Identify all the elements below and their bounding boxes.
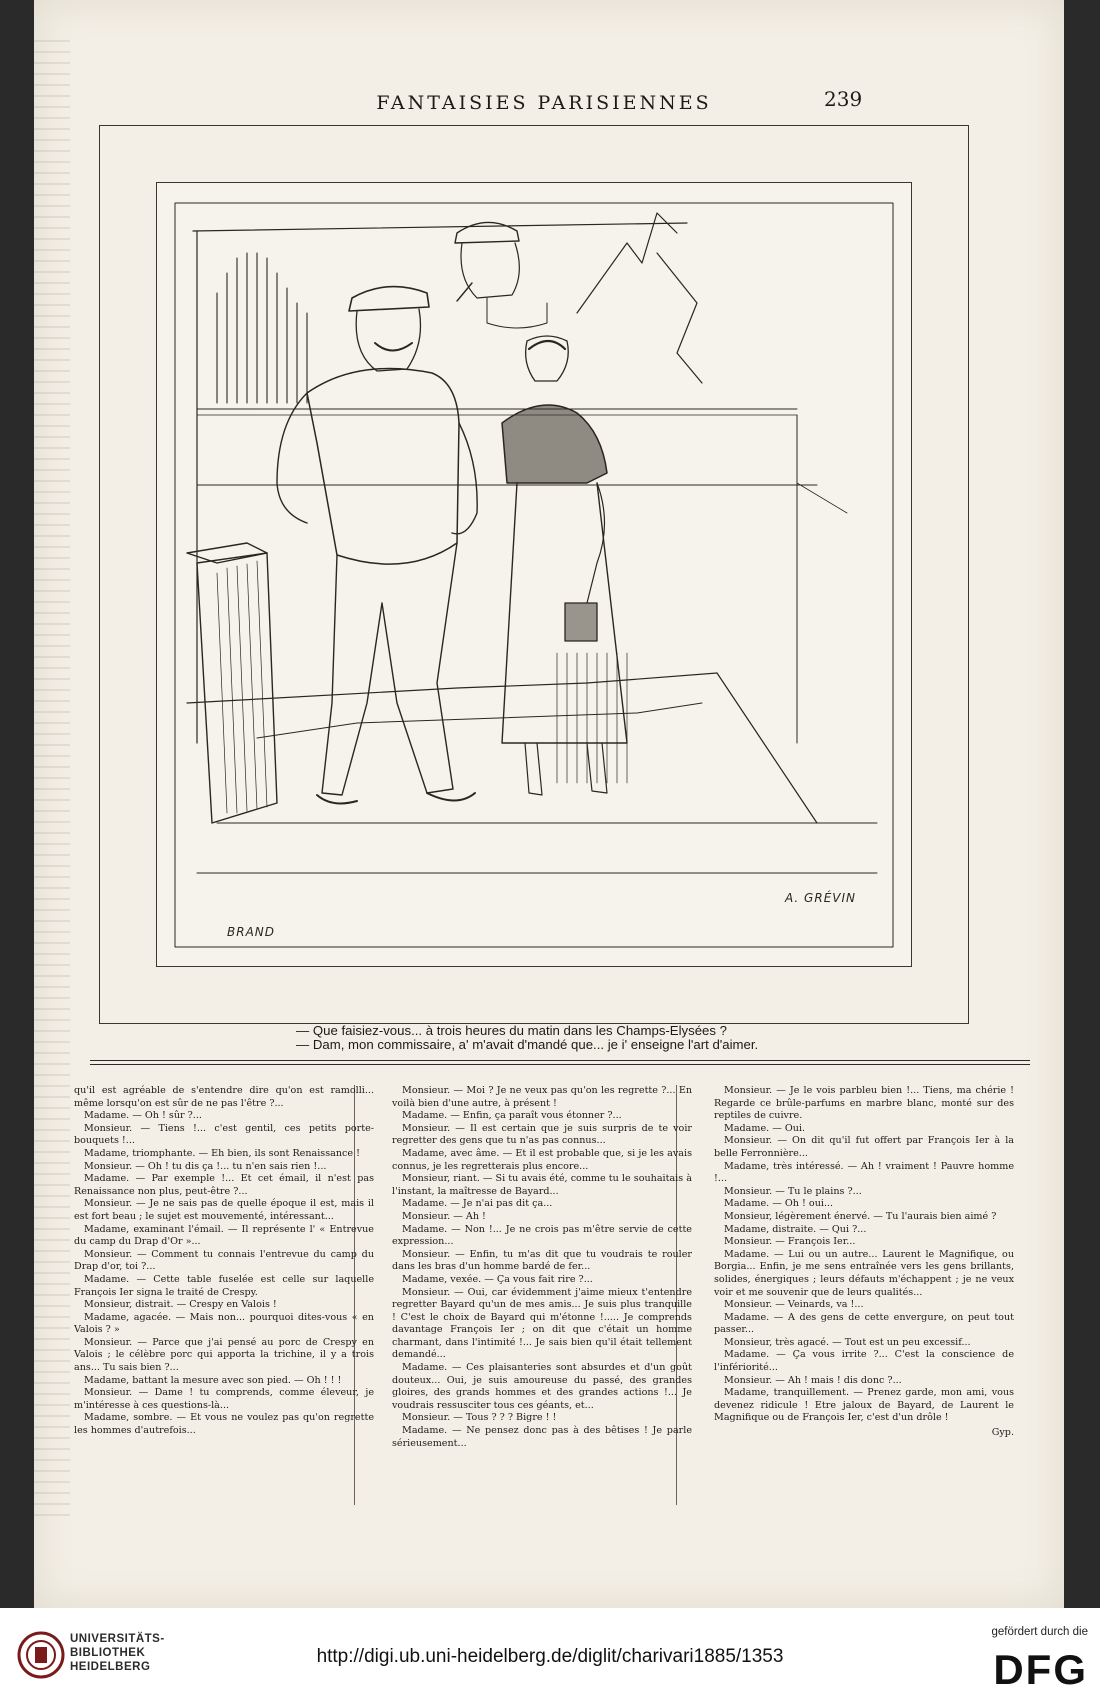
paragraph: Madame, sombre. — Et vous ne voulez pas qu'on regrette les hommes d'autrefois...	[74, 1412, 374, 1437]
scanned-page	[34, 0, 1064, 1608]
paragraph: Monsieur. — Dame ! tu comprends, comme éleveur, je m'intéresse à ces questions-là...	[74, 1387, 374, 1411]
paragraph: Madame. — Je n'ai pas dit ça...	[402, 1198, 553, 1210]
caption-line-question: — Que faisiez-vous... à trois heures du matin dans les Champs-Elysées ?	[296, 1023, 727, 1038]
paragraph: Monsieur. — Il est certain que je suis surpris de te voir regretter des gens que tu n'as pas connus...	[392, 1122, 692, 1147]
paragraph: Monsieur, légèrement énervé. — Tu l'aurais bien aimé ?	[724, 1210, 997, 1222]
institution-name: UNIVERSITÄTS- BIBLIOTHEK HEIDELBERG	[70, 1633, 165, 1673]
paragraph: Madame. — Oui.	[724, 1122, 806, 1134]
paragraph: Monsieur. — Tiens !... c'est gentil, ces petits porte-bouquets !...	[74, 1122, 374, 1147]
paragraph: Monsieur. — Tu le plains ?...	[724, 1185, 862, 1197]
text-columns	[74, 1085, 1034, 1505]
paragraph: Madame. — Oh ! sûr ?...	[84, 1110, 202, 1122]
paragraph: Madame. — Ces plaisanteries sont absurdes et d'un goût douteux... Oui, je suis amoureuse du passé, des grandes gloires, des grands hommes et des grandes actions !... Je voudrais ressusciter tous ces géants, et...	[392, 1362, 692, 1411]
illustration-frame	[156, 182, 912, 967]
dfg-logo: DFG	[993, 1646, 1088, 1693]
caption-line-answer: — Dam, mon commissaire, a' m'avait d'mandé que... je i' enseigne l'art d'aimer.	[296, 1037, 759, 1052]
paragraph: Madame, vexée. — Ça vous fait rire ?...	[402, 1273, 593, 1285]
paragraph: Monsieur, très agacé. — Tout est un peu excessif...	[724, 1336, 971, 1348]
paragraph: Monsieur. — Oui, car évidemment j'aime mieux t'entendre regretter Bayard qu'un de mes amis... Je suis plus tranquille ! C'est le choix de Bayard qui m'étonne !..... Je comprends davantage François Ier ; on dit que c'était un homme charmant, dans l'intimité !... Je sais bien qu'il était tellement demandé...	[392, 1286, 692, 1361]
paragraph: Madame, tranquillement. — Prenez garde, mon ami, vous devenez ridicule ! Etre jaloux de Bayard, de Laurent le Magnifique ou de François Ier, c'est d'un drôle !	[714, 1387, 1014, 1424]
author-signature: Gyp.	[991, 1427, 1014, 1439]
paragraph: Monsieur, distrait. — Crespy en Valois !	[84, 1299, 277, 1311]
funding-caption: gefördert durch die	[991, 1626, 1088, 1638]
paragraph: Madame. — A des gens de cette envergure, on peut tout passer...	[714, 1311, 1014, 1336]
engraver-signature: BRAND	[227, 925, 275, 939]
paragraph: Madame, agacée. — Mais non... pourquoi dites-vous « en Valois ? »	[74, 1311, 374, 1336]
text-column-3	[714, 1085, 1014, 1440]
top-divider-rule-second	[90, 1064, 1030, 1065]
paragraph: Monsieur. — Moi ? Je ne veux pas qu'on les regrette ?... En voilà bien d'une autre, à présent !	[392, 1085, 692, 1109]
paragraph: Monsieur. — Je le vois parbleu bien !... Tiens, ma chérie ! Regarde ce brûle-parfums en marbre blanc, monté sur des reptiles de cuivre.	[714, 1085, 1014, 1122]
paragraph: Madame. — Cette table fuselée est celle sur laquelle François Ier signa le traité de Crespy.	[74, 1273, 374, 1298]
paragraph: Monsieur. — Ah !	[402, 1210, 486, 1222]
paragraph: Madame, distraite. — Qui ?...	[724, 1223, 867, 1235]
show-through-bleed	[34, 40, 70, 1520]
paragraph: Monsieur. — Parce que j'ai pensé au porc de Crespy en Valois ; le célèbre porc qui apporta la trichine, il y a trois ans... Tu sais bien ?...	[74, 1336, 374, 1374]
paragraph: Madame, triomphante. — Eh bien, ils sont Renaissance !	[84, 1147, 361, 1159]
paragraph: Madame, battant la mesure avec son pied. — Oh ! ! !	[84, 1374, 342, 1386]
paragraph: Madame. — Lui ou un autre... Laurent le Magnifique, ou Borgia... Enfin, je me sens entraînée vers les gens brillants, solides, énergiques ; leurs défauts m'échappent ; je ne veux voir et me souvenir que de leurs qualités...	[714, 1248, 1014, 1298]
paragraph: Monsieur. — Je ne sais pas de quelle époque il est, mais il est fort beau ; le sujet est mouvementé, intéressant...	[74, 1198, 374, 1222]
text-column-2	[392, 1085, 692, 1450]
paragraph: Monsieur. — Veinards, va !...	[724, 1299, 864, 1311]
illustration-caption	[296, 1024, 776, 1052]
paragraph: Madame. — Enfin, ça paraît vous étonner ?...	[402, 1110, 622, 1122]
paragraph: Madame. — Non !... Je ne crois pas m'être servie de cette expression...	[392, 1223, 692, 1248]
paragraph: Monsieur. — Enfin, tu m'as dit que tu voudrais te rouler dans les bras d'un homme bardé de fer...	[392, 1248, 692, 1273]
paragraph: Madame. — Oh ! oui...	[724, 1198, 834, 1210]
paragraph: Monsieur, riant. — Si tu avais été, comme tu le souhaitais à l'instant, la maîtresse de Bayard...	[392, 1173, 692, 1197]
paragraph: Madame. — Ne pensez donc pas à des bêtises ! Je parle sérieusement...	[392, 1425, 692, 1449]
illustration-drawing	[157, 183, 911, 966]
paragraph: Madame, examinant l'émail. — Il représente l' « Entrevue du camp du Drap d'Or »...	[74, 1223, 374, 1248]
text-column-1	[74, 1085, 374, 1438]
paragraph: Monsieur. — Ah ! mais ! dis donc ?...	[724, 1374, 902, 1386]
paragraph: Madame, très intéressé. — Ah ! vraiment ! Pauvre homme !...	[714, 1160, 1014, 1185]
source-url-link[interactable]: http://digi.ub.uni-heidelberg.de/diglit/charivari1885/1353	[316, 1646, 784, 1667]
paragraph: Madame, avec âme. — Et il est probable que, si je les avais connus, je les regretterais plus encore...	[392, 1147, 692, 1172]
paragraph: Monsieur. — Comment tu connais l'entrevue du camp du Drap d'or, toi ?...	[74, 1248, 374, 1273]
paragraph: Monsieur. — Tous ? ? ? Bigre ! !	[402, 1412, 557, 1424]
running-head: FANTAISIES PARISIENNES	[376, 92, 712, 114]
paragraph: Monsieur. — Oh ! tu dis ça !... tu n'en sais rien !...	[84, 1160, 327, 1172]
artist-signature: A. GRÉVIN	[785, 891, 857, 905]
paragraph: Madame. — Par exemple !... Et cet émail, il n'est pas Renaissance non plus, peut-être ?...	[74, 1173, 374, 1197]
top-divider-rule	[90, 1060, 1030, 1061]
paragraph: Monsieur. — François Ier...	[724, 1236, 856, 1248]
page-number: 239	[824, 87, 863, 111]
paragraph: Madame. — Ça vous irrite ?... C'est la conscience de l'infériorité...	[714, 1349, 1014, 1374]
paragraph: qu'il est agréable de s'entendre dire qu'on est ramolli... même lorsqu'on est sûr de ne pas l'être ?...	[74, 1085, 374, 1109]
footer-bar	[0, 1608, 1100, 1708]
paragraph: Monsieur. — On dit qu'il fut offert par François Ier à la belle Ferronnière...	[714, 1135, 1014, 1159]
